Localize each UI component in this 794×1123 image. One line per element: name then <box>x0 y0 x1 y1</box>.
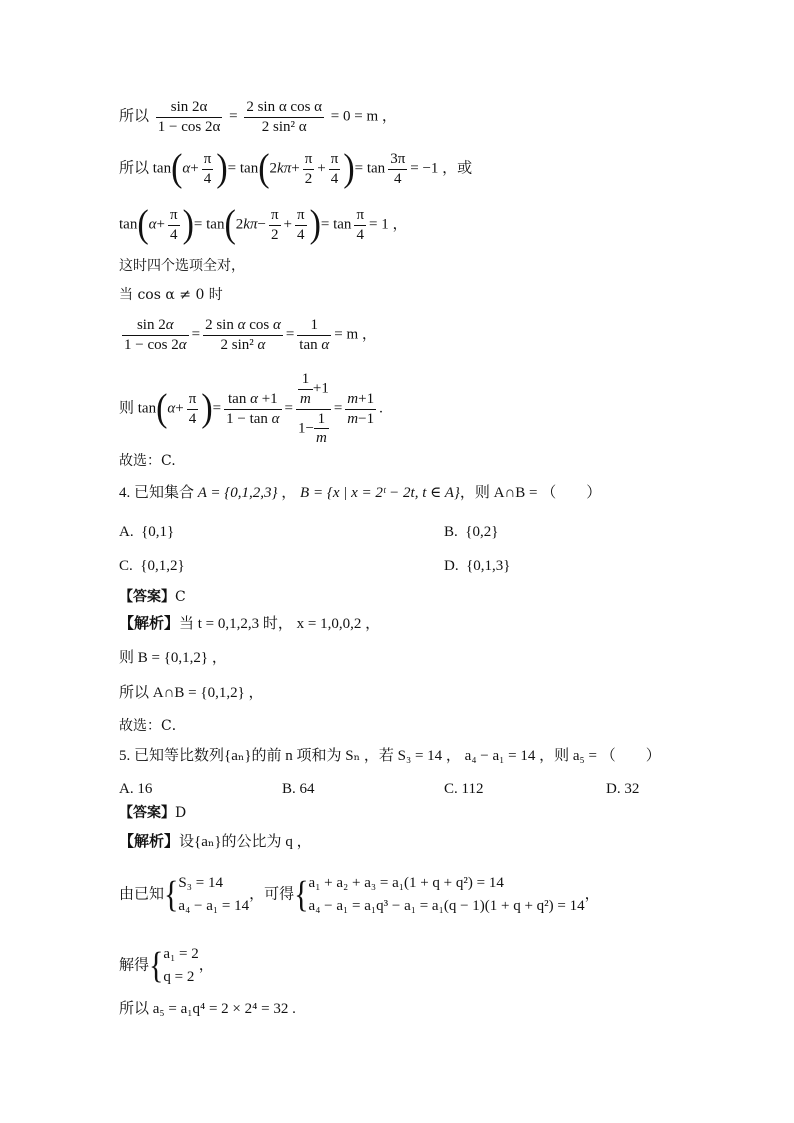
q5-system-line: 由已知{ S₃ = 14 a₄ − a₁ = 14 ，可得{ a₁ + a₂ + a₃ = a₁(1 + q + q²) = 14 a₄ − a₁ = a₁q³ − a₁ = a₁(q − 1)(1 + q + q²) = 14 ， <box>119 872 600 919</box>
solution-system: a₁ = 2 q = 2 <box>163 946 199 986</box>
eq-line-1: 所以 $\frac{\sin 2\alpha}{1 - \cos 2\alpha}$ = $\frac{\text{2 sin α cos α}}{\text{2 sin² α}}$ = 0 = m ， <box>119 99 397 135</box>
q4-option-b: B. {0,2} <box>444 524 499 540</box>
eq-line-3: tan(α+ $\frac{\pi}{4}$ )= tan(2kπ− $\frac{\pi}{2}$ + $\frac{\pi}{4}$ )= tan $\frac{\pi}{4}$ = 1 ， <box>119 203 408 246</box>
known-system: S₃ = 14 a₄ − a₁ = 14 <box>178 875 250 915</box>
question-4-stem: 4. 已知集合 A = {0,1,2,3} ， B = {x | x = 2ᵗ − 2t, t ∈ A}，则 A∩B = （ ） <box>119 485 602 501</box>
q5-option-c: C. 112 <box>444 781 484 797</box>
derived-system: a₁ + a₂ + a₃ = a₁(1 + q + q²) = 14 a₄ − a₁ = a₁q³ − a₁ = a₁(q − 1)(1 + q + q²) = 14 <box>308 875 585 915</box>
q5-solve-line: 解得{ a₁ = 2 q = 2 ， <box>119 943 214 990</box>
q5-final: 所以 a₅ = a₁q⁴ = 2 × 2⁴ = 32 . <box>119 1001 296 1017</box>
conclusion-3: 故选：C. <box>119 453 176 469</box>
fraction: $\frac{\text{2 sin α cos α}}{\text{2 sin² α}}$ <box>246 99 323 135</box>
q5-option-a: A. 16 <box>119 781 153 797</box>
q4-conclusion: 故选：C． <box>119 718 186 734</box>
fraction: $\frac{\sin 2\alpha}{1 - \cos 2\alpha}$ <box>157 99 221 135</box>
q4-option-d: D. {0,1,3} <box>444 558 511 574</box>
q4-option-a: A. {0,1} <box>119 524 175 540</box>
eq-line-4: $\frac{\sin 2\alpha}{1 - \cos 2\alpha}$ = $\frac{\text{2 sin α cos α}}{\text{2 sin² α}}$ = $\frac{1}{\text{tan α}}$ = m ， <box>124 317 377 353</box>
q5-option-b: B. 64 <box>282 781 315 797</box>
q4-option-c: C. {0,1,2} <box>119 558 185 574</box>
note-all-correct: 这时四个选项全对， <box>119 258 245 274</box>
q5-answer: 【答案】D <box>119 805 187 821</box>
question-5-stem: 5. 已知等比数列{aₙ}的前 n 项和为 Sₙ ，若 S₃ = 14 ， a₄ − a₁ = 14 ，则 a₅ = （ ） <box>119 748 661 764</box>
q4-analysis-2: 则 B = {0,1,2} ， <box>119 650 227 666</box>
q5-option-d: D. 32 <box>606 781 640 797</box>
q4-analysis-3: 所以 A∩B = {0,1,2} ， <box>119 685 264 701</box>
condition: 当 cos α ≠ 0 时 <box>119 287 223 303</box>
q4-analysis-1: 【解析】当 t = 0,1,2,3 时， x = 1,0,0,2 ， <box>119 616 381 632</box>
q5-analysis-1: 【解析】设{aₙ}的公比为 q ， <box>119 834 312 850</box>
q4-answer: 【答案】C <box>119 589 186 605</box>
eq-line-5: 则 tan(α+ $\frac{\pi}{4}$ )= $\frac{\text{tan α +1}}{\text{1 − tan α}}$ = $\frac{1}{m}$ +1 1− $\frac{1}{m}$ = $\frac{m+1}{m-1}$ . <box>119 371 383 447</box>
eq-line-2: 所以 tan(α+ $\frac{\pi}{4}$ )= tan(2kπ+ $\frac{\pi}{2}$ + $\frac{\pi}{4}$ )= tan $\frac{3\pi}{4}$ = −1 ，或 <box>119 147 473 190</box>
